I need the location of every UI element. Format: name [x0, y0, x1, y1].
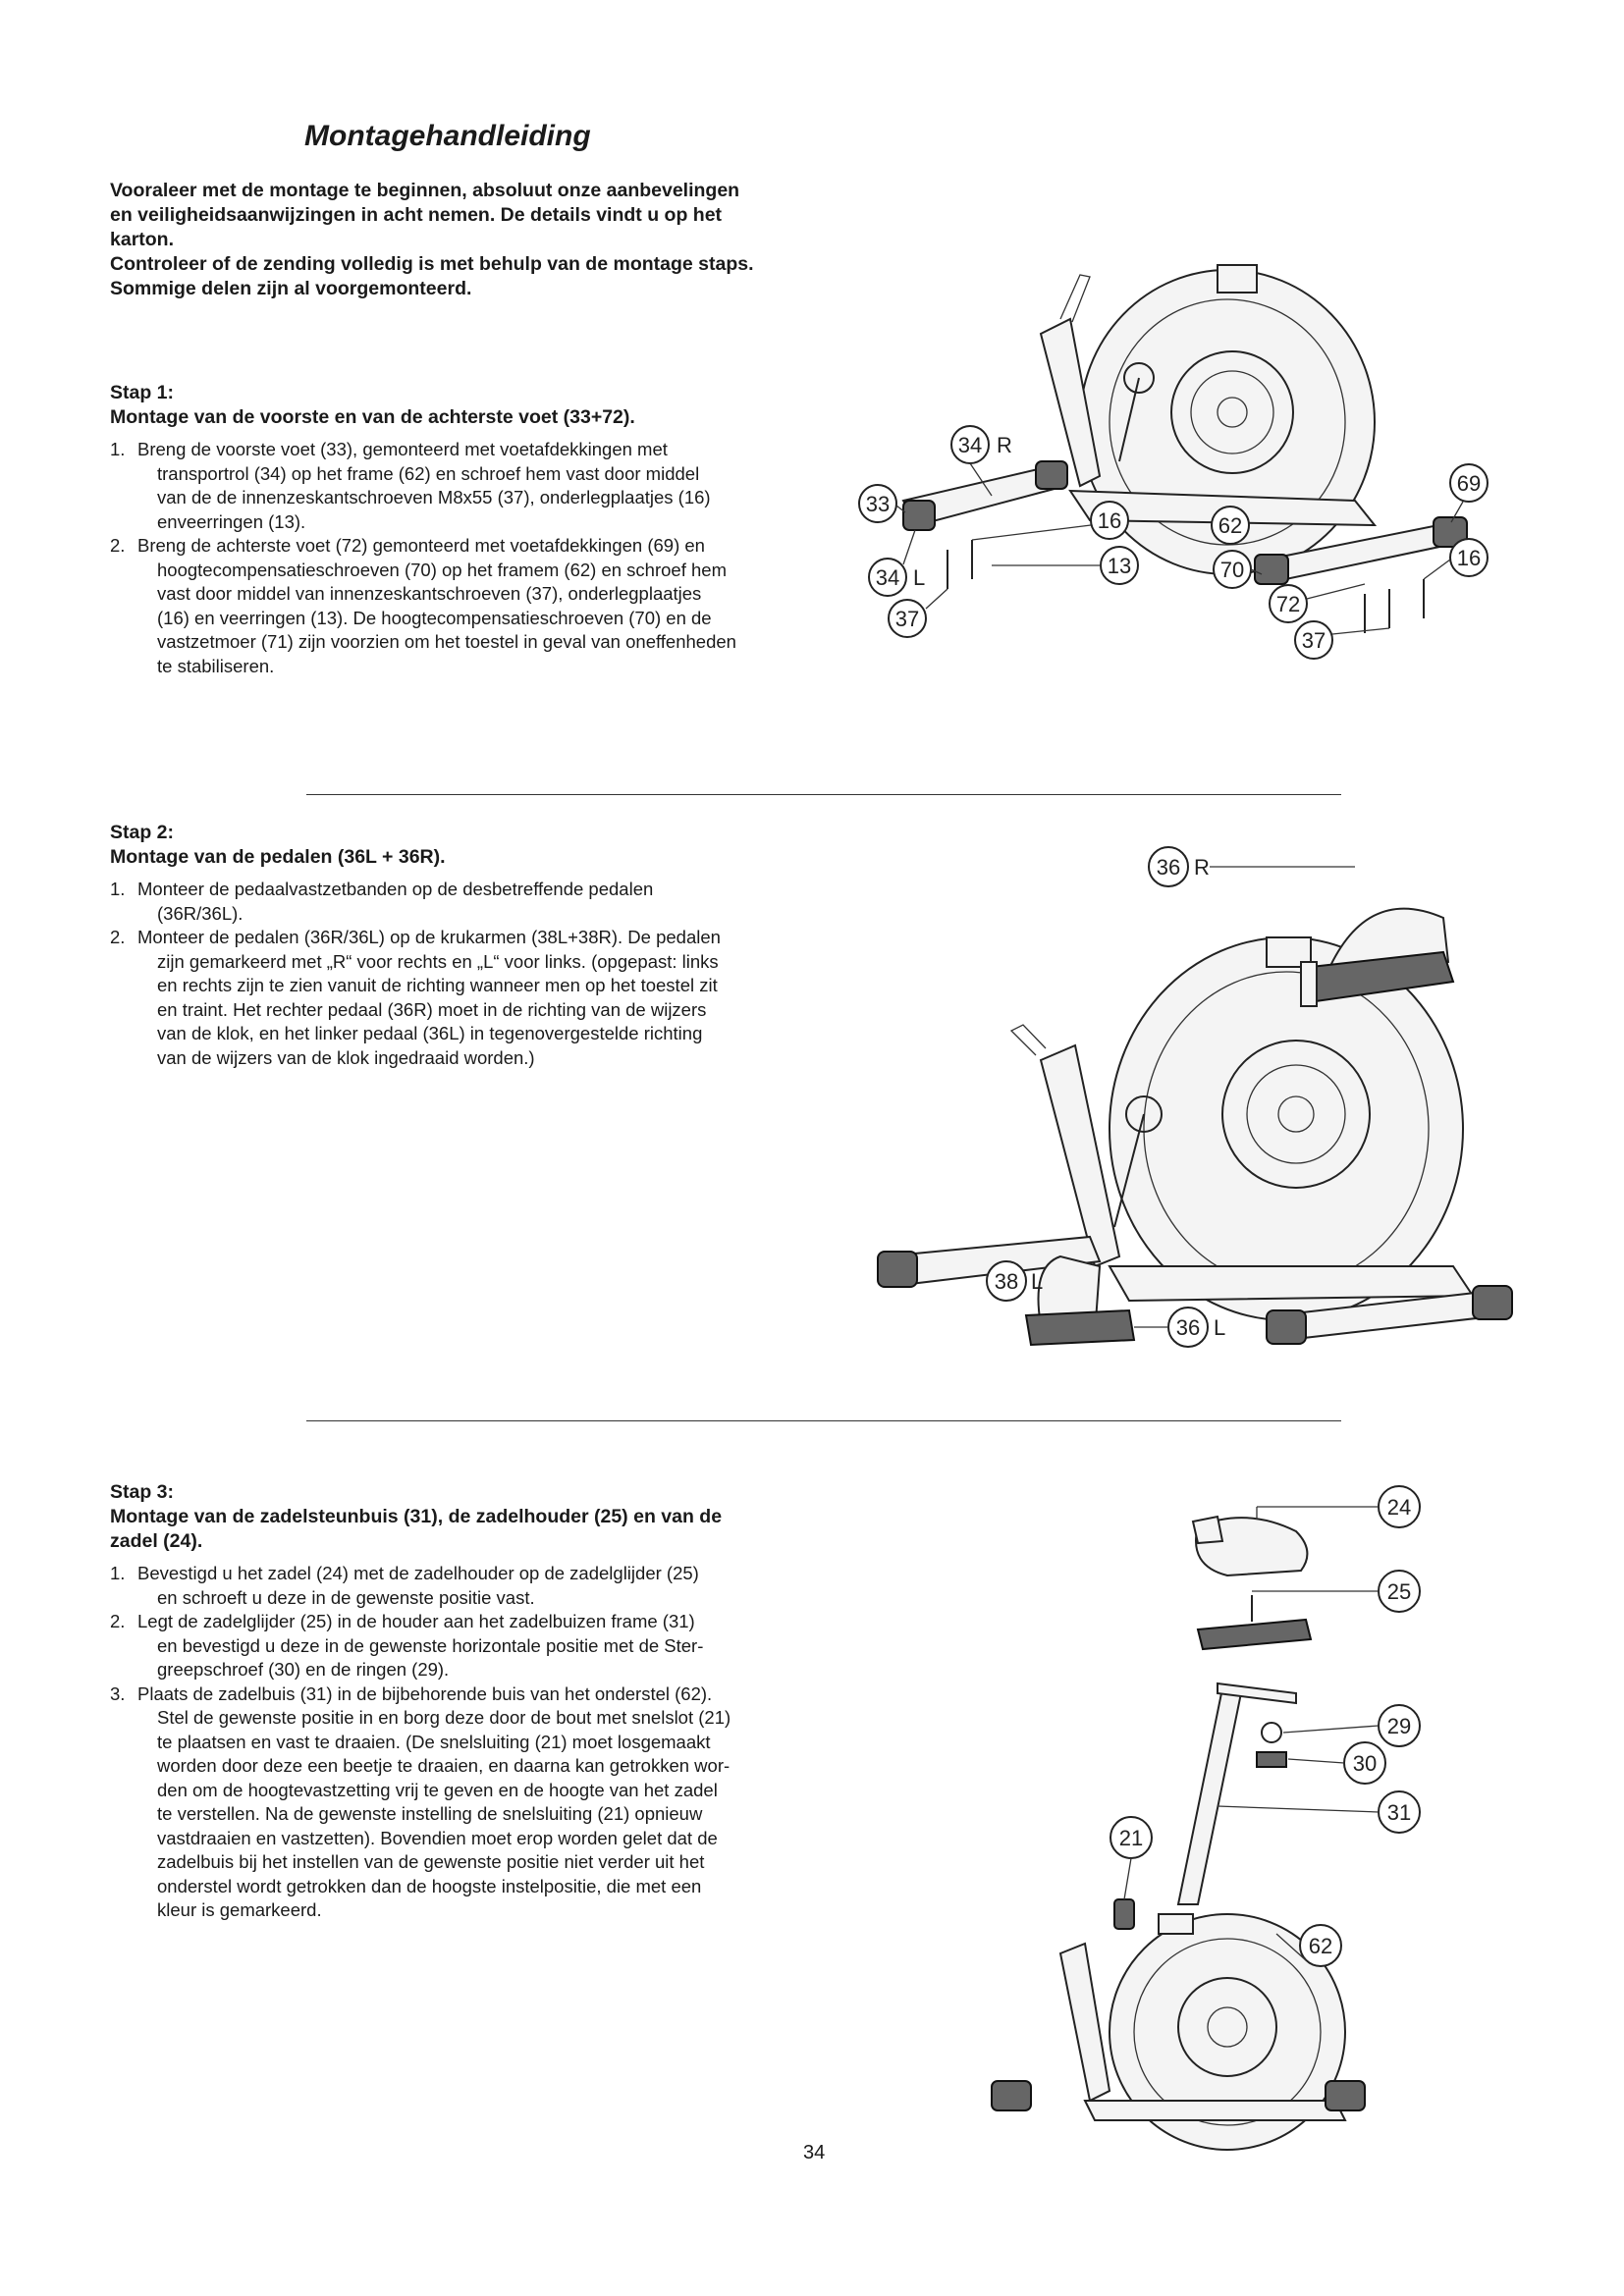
- callout-34l: [869, 530, 925, 596]
- step2-heading: Montage van de pedalen (36L + 36R).: [110, 846, 446, 868]
- svg-text:37: 37: [894, 607, 920, 631]
- list-item: 2. Breng de achterste voet (72) gemonteerd met voetafdekkingen (69) en hoogtecompensatieschroeven (70) op het framem (62) en schroef hem vast door middel van innenzeskantschroeven (37), onderlegplaatjes (16) en veerringen (13). De hoogtecompensatieschroeven (70) en de vastzetmoer (71) zijn voorzien om het toestel in geval van oneffenheden te stabiliseren.: [110, 535, 736, 676]
- step1-heading: Montage van de voorste en van de achterste voet (33+72).: [110, 406, 635, 428]
- callout-16a: [972, 502, 1128, 540]
- svg-text:R: R: [1194, 855, 1210, 880]
- step1-label: Stap 1:: [110, 382, 175, 403]
- callout-29: [1283, 1705, 1420, 1746]
- svg-text:21: 21: [1118, 1826, 1144, 1850]
- intro-line: Vooraleer met de montage te beginnen, absoluut onze aanbevelingen: [110, 180, 740, 201]
- intro-text: [110, 179, 837, 301]
- star-grip-screw-30: [1257, 1723, 1286, 1767]
- svg-text:13: 13: [1107, 554, 1132, 578]
- callout-36r: [1149, 847, 1355, 886]
- svg-text:L: L: [913, 565, 926, 590]
- callout-31: [1218, 1791, 1420, 1833]
- intro-line: Controleer of de zending volledig is met behulp van de montage staps.: [110, 253, 754, 275]
- step1-list: [110, 438, 827, 678]
- section-divider: [306, 1420, 1341, 1421]
- step3-label: Stap 3:: [110, 1481, 175, 1503]
- intro-line: karton.: [110, 229, 175, 250]
- callout-36l: [1134, 1308, 1225, 1347]
- svg-text:34: 34: [957, 433, 983, 457]
- callout-37b: [1295, 621, 1389, 659]
- svg-text:34: 34: [875, 565, 900, 590]
- page-number: 34: [803, 2142, 826, 2163]
- callout-72: [1270, 584, 1365, 622]
- svg-text:36: 36: [1175, 1315, 1201, 1340]
- callout-30: [1288, 1742, 1385, 1784]
- saddle-slider-25: [1198, 1595, 1311, 1649]
- bike-frame-illustration: [1041, 265, 1375, 574]
- intro-line: Sommige delen zijn al voorgemonteerd.: [110, 278, 472, 299]
- step3-heading: Montage van de zadelsteunbuis (31), de zadelhouder (25) en van de zadel (24).: [110, 1506, 723, 1552]
- callout-69: [1450, 464, 1488, 522]
- step2-label: Stap 2:: [110, 822, 175, 843]
- svg-text:L: L: [1214, 1315, 1226, 1340]
- svg-text:33: 33: [865, 492, 891, 516]
- list-item: 1. Bevestigd u het zadel (24) met de zadelhouder op de zadelglijder (25) en schroeft u deze in de gewenste positie vast.: [110, 1563, 699, 1608]
- list-item: 1. Monteer de pedaalvastzetbanden op de desbetreffende pedalen (36R/36L).: [110, 879, 654, 924]
- front-foot-33: [903, 461, 1067, 530]
- svg-text:R: R: [997, 433, 1012, 457]
- svg-text:36: 36: [1156, 855, 1181, 880]
- callout-24: [1257, 1486, 1420, 1527]
- step3-diagram: [923, 1472, 1512, 2140]
- svg-text:69: 69: [1456, 471, 1482, 496]
- intro-line: en veiligheidsaanwijzingen in acht nemen. De details vindt u op het: [110, 204, 723, 226]
- step1-section: [110, 381, 827, 678]
- callout-25: [1252, 1571, 1420, 1612]
- svg-text:L: L: [1031, 1269, 1044, 1294]
- svg-text:38: 38: [994, 1269, 1019, 1294]
- list-item: 1. Breng de voorste voet (33), gemonteerd met voetafdekkingen met transportrol (34) op het frame (62) en schroef hem vast door middel van de de innenzeskantschroeven M8x55 (37), onderlegplaatjes (16) enveerringen (13).: [110, 439, 711, 532]
- step3-section: [110, 1480, 856, 1923]
- list-item: 3. Plaats de zadelbuis (31) in de bijbehorende buis van het onderstel (62). Stel de gewenste positie in en borg deze door de bout met snelslot (21) te plaatsen en vast te draaien. (De snelsluiting (21) moet losgemaakt worden door deze een beetje te draaien, en daarna kan getrokken wor- den om de hoogtevastzetting vrij te geven en de hoogte van het zadel te verstellen. Na de gewenste instelling de snelsluiting (21) opnieuw vastdraaien en vastzetten). Bovendien moet erop worden gelet dat de zadelbuis bij het instellen van de gewenste positie niet verder uit het onderstel wordt getrokken dan de hoogste instelpositie, die met een kleur is gemarkeerd.: [110, 1682, 731, 1920]
- page-title: Montagehandleiding: [304, 120, 591, 152]
- svg-text:24: 24: [1386, 1495, 1412, 1520]
- svg-text:62: 62: [1308, 1934, 1333, 1958]
- svg-text:70: 70: [1219, 558, 1245, 582]
- svg-text:30: 30: [1352, 1751, 1378, 1776]
- step1-diagram: [844, 265, 1512, 677]
- svg-text:62: 62: [1218, 513, 1243, 538]
- callout-21: [1110, 1817, 1152, 1899]
- callout-33: [859, 485, 905, 522]
- svg-text:25: 25: [1386, 1579, 1412, 1604]
- svg-text:16: 16: [1097, 508, 1122, 533]
- section-divider: [306, 794, 1341, 795]
- list-item: 2. Legt de zadelglijder (25) in de houder aan het zadelbuizen frame (31) en bevestigd u deze in de gewenste horizontale positie met de Ster- greepschroef (30) en de ringen (29).: [110, 1611, 704, 1680]
- svg-text:31: 31: [1386, 1800, 1412, 1825]
- step3-list: [110, 1562, 856, 1923]
- seat-tube-31: [1178, 1683, 1296, 1904]
- svg-text:72: 72: [1275, 592, 1301, 616]
- svg-text:29: 29: [1386, 1714, 1412, 1738]
- step2-diagram: [864, 844, 1512, 1355]
- callout-13: [992, 547, 1138, 584]
- quick-release-21: [1114, 1899, 1134, 1929]
- callout-62: [1212, 507, 1249, 544]
- svg-text:16: 16: [1456, 546, 1482, 570]
- saddle-24: [1193, 1517, 1307, 1575]
- step2-list: [110, 878, 827, 1070]
- step2-section: [110, 821, 827, 1070]
- svg-text:37: 37: [1301, 628, 1326, 653]
- callout-37a: [889, 589, 947, 637]
- list-item: 2. Monteer de pedalen (36R/36L) op de krukarmen (38L+38R). De pedalen zijn gemarkeerd met „R“ voor rechts en „L“ voor links. (opgepast: links en rechts zijn te zien vanuit de richting wanneer men op het toestel zit en traint. Het rechter pedaal (36R) moet in de richting van de wijzers van de klok, en het linker pedaal (36L) in tegenovergestelde richting van de wijzers van de klok ingedraaid worden.): [110, 927, 721, 1068]
